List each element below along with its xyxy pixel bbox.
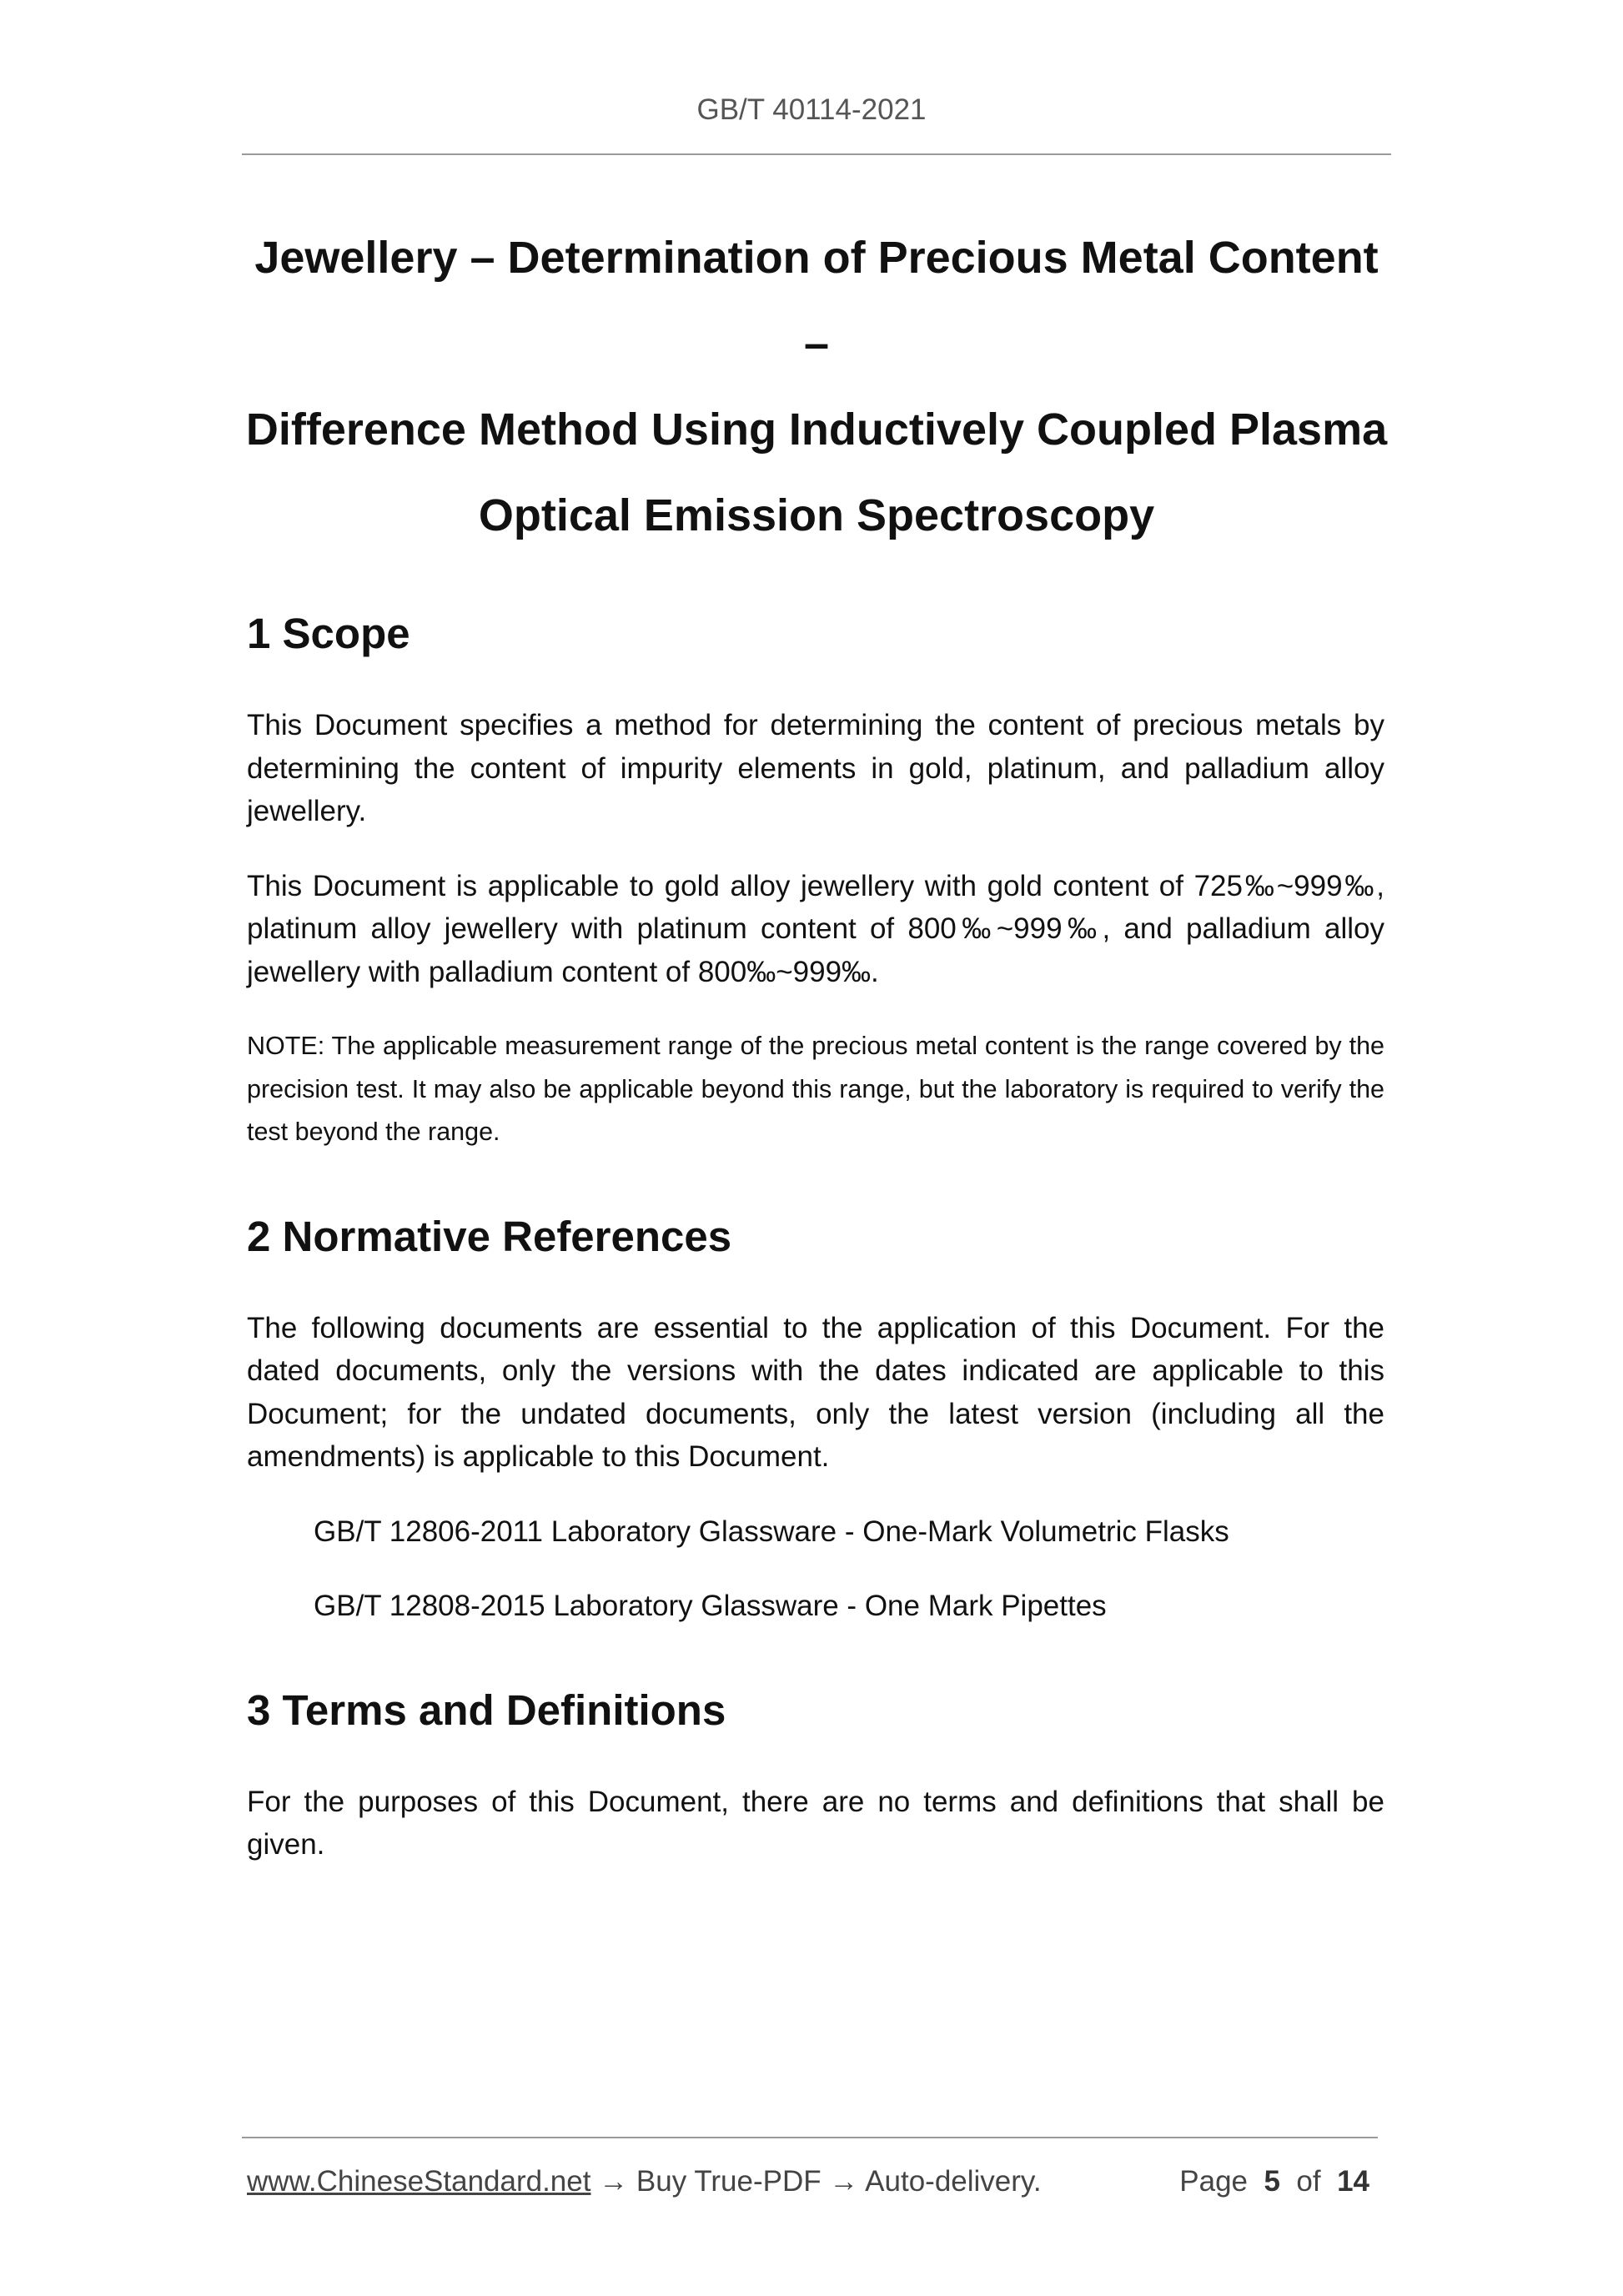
running-header: GB/T 40114-2021 — [696, 93, 927, 126]
reference-item: GB/T 12806-2011 Laboratory Glassware - One-Mark Volumetric Flasks — [314, 1515, 1229, 1548]
section-terms-and-definitions — [247, 1684, 1384, 1866]
footer-promo — [247, 2161, 1042, 2203]
page-current: 5 — [1264, 2165, 1280, 2198]
reference-item: GB/T 12808-2015 Laboratory Glassware - One Mark Pipettes — [314, 1590, 1107, 1622]
header-divider — [242, 153, 1391, 155]
paragraph: The following documents are essential to the application of this Document. For the dated documents, only the versions with the dates indicated are applicable to this Document; for the undated documents, only the latest version (including all the amendments) is applicable to this Document. — [247, 1311, 1384, 1473]
page-footer — [247, 2161, 1378, 2203]
section-heading: 3 Terms and Definitions — [247, 1686, 726, 1734]
section-scope — [247, 607, 1384, 1154]
section-heading: 2 Normative References — [247, 1212, 732, 1260]
page-of: of — [1296, 2165, 1321, 2198]
website-link[interactable]: www.ChineseStandard.net — [247, 2165, 591, 2198]
document-title — [242, 215, 1391, 559]
title-line: Jewellery – Determination of Precious Metal Content – — [254, 233, 1379, 369]
title-line: Difference Method Using Inductively Coupled Plasma — [245, 404, 1388, 455]
section-normative-references — [247, 1210, 1384, 1628]
page-label: Page — [1179, 2165, 1249, 2198]
note: NOTE: The applicable measurement range of the precious metal content is the range covered by the precision test. It may also be applicable beyond this range, but the laboratory is required to verify the test beyond the range. — [247, 1032, 1384, 1146]
paragraph: This Document is applicable to gold alloy jewellery with gold content of 725‰~999‰, platinum alloy jewellery with platinum content of 800‰~999‰, and palladium alloy jewellery with palladium content of 800‰~999‰. — [247, 869, 1384, 988]
paragraph: This Document specifies a method for determining the content of precious metals by determining the content of impurity elements in gold, platinum, and palladium alloy jewellery. — [247, 709, 1384, 827]
document-body — [247, 607, 1384, 1866]
page-number — [1179, 2161, 1369, 2203]
paragraph: For the purposes of this Document, there are no terms and definitions that shall be given. — [247, 1785, 1384, 1861]
footer-divider — [242, 2137, 1378, 2138]
footer-tagline: → Buy True-PDF → Auto-delivery. — [590, 2165, 1042, 2198]
page-total: 14 — [1337, 2165, 1369, 2198]
section-heading: 1 Scope — [247, 610, 410, 657]
title-line: Optical Emission Spectroscopy — [478, 490, 1155, 540]
